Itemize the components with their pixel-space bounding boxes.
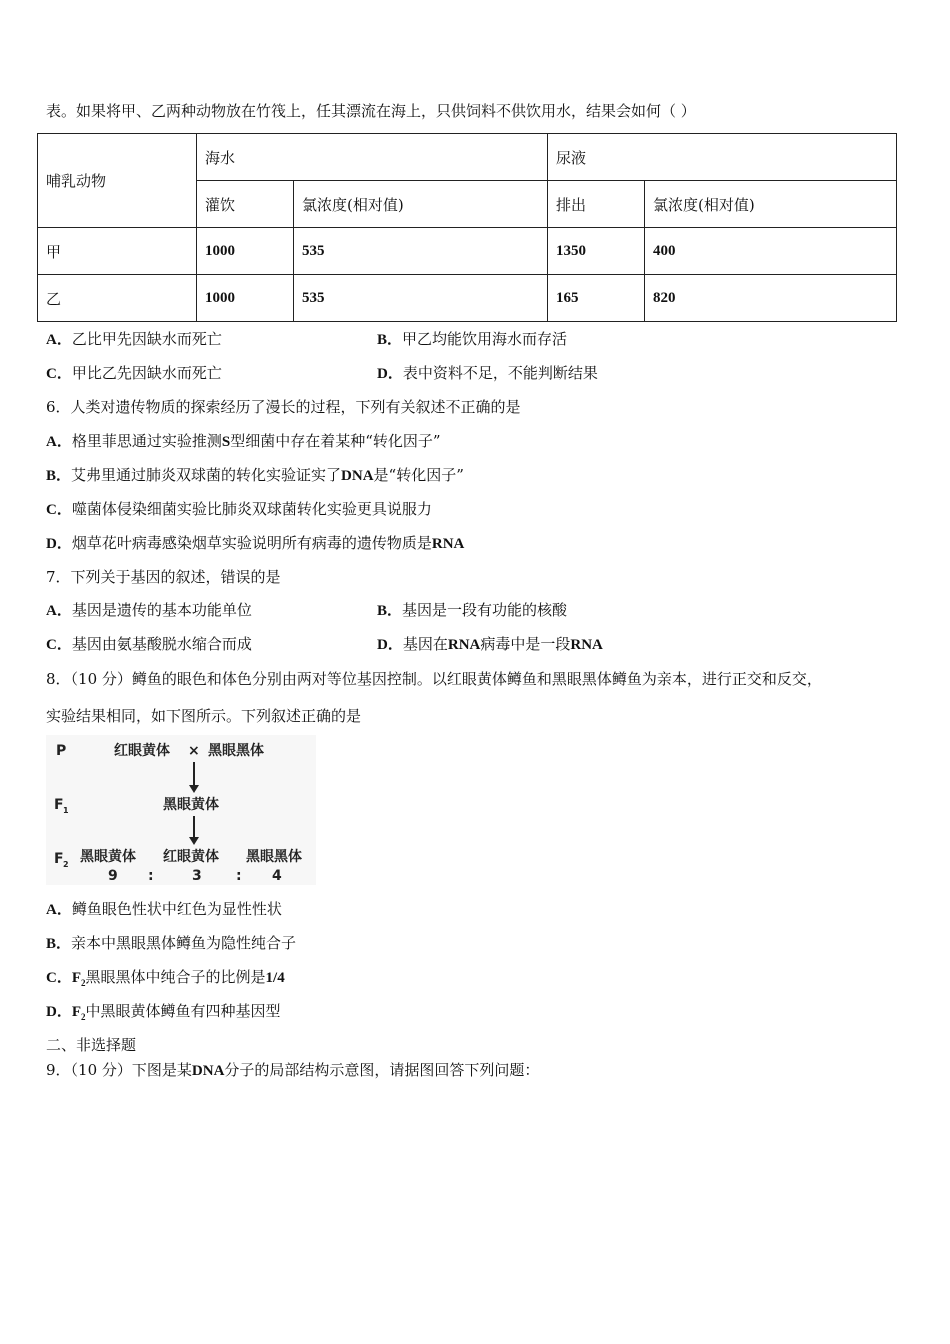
q7-option-d[interactable]: D．基因在RNA病毒中是一段RNA: [377, 635, 603, 653]
q7-option-b[interactable]: B．基因是一段有功能的核酸: [377, 601, 568, 619]
section-heading: 二、非选择题: [46, 1036, 137, 1054]
diagram-colon-1: :: [148, 868, 154, 884]
table-header-animal: 哺乳动物: [38, 134, 197, 228]
diagram-p-left: 红眼黄体: [114, 743, 170, 759]
table-header-seawater: 海水: [197, 134, 548, 181]
q5-option-d[interactable]: D．表中资料不足，不能判断结果: [377, 364, 598, 382]
q5-option-b[interactable]: B．甲乙均能饮用海水而存活: [377, 330, 568, 348]
diagram-f1-label: F: [54, 797, 64, 813]
table-cell: 535: [294, 228, 548, 275]
q6-option-c[interactable]: C．噬菌体侵染细菌实验比肺炎双球菌转化实验更具说服力: [46, 500, 432, 518]
diagram-f1-sub: 1: [63, 806, 69, 815]
table-cell: 1350: [548, 228, 645, 275]
diagram-f2-label: F: [54, 851, 64, 867]
diagram-f2-a: 黑眼黄体: [80, 849, 136, 865]
table-cell: 1000: [197, 275, 294, 322]
diagram-f2-sub: 2: [63, 860, 69, 869]
q6-option-d[interactable]: D．烟草花叶病毒感染烟草实验说明所有病毒的遗传物质是RNA: [46, 534, 465, 552]
diagram-ratio-a: 9: [108, 868, 118, 884]
q7-stem: 7．下列关于基因的叙述，错误的是: [46, 568, 281, 586]
q7-option-c[interactable]: C．基因由氨基酸脱水缩合而成: [46, 635, 252, 653]
q6-option-a[interactable]: A．格里菲思通过实验推测S型细菌中存在着某种“转化因子”: [46, 432, 441, 450]
q8-option-b[interactable]: B．亲本中黑眼黑体鳟鱼为隐性纯合子: [46, 934, 297, 952]
table-cell: 400: [645, 228, 897, 275]
q8-stem: 8．（10 分）鳟鱼的眼色和体色分别由两对等位基因控制。以红眼黄体鳟鱼和黑眼黑体鳟鱼为亲本，进行正交和反交，: [46, 670, 822, 688]
table-cell: 甲: [38, 228, 197, 275]
table-subheader-drink: 灌饮: [197, 181, 294, 228]
table-row: [38, 275, 897, 322]
diagram-f2-b: 红眼黄体: [163, 849, 219, 865]
q9-stem: 9．（10 分）下图是某DNA分子的局部结构示意图，请据图回答下列问题：: [46, 1061, 540, 1079]
genetic-cross-diagram: [46, 735, 316, 885]
q7-option-a[interactable]: A．基因是遗传的基本功能单位: [46, 601, 252, 619]
table-subheader-excrete: 排出: [548, 181, 645, 228]
q5-option-a[interactable]: A．乙比甲先因缺水而死亡: [46, 330, 222, 348]
q6-stem: 6．人类对遗传物质的探索经历了漫长的过程，下列有关叙述不正确的是: [46, 398, 521, 416]
q5-option-c[interactable]: C．甲比乙先因缺水而死亡: [46, 364, 222, 382]
data-table: [37, 133, 897, 322]
table-cell: 535: [294, 275, 548, 322]
table-row: [38, 228, 897, 275]
q8-option-c[interactable]: C．$F_2$黑眼黑体中纯合子的比例是1/4: [46, 968, 285, 988]
diagram-ratio-c: 4: [272, 868, 282, 884]
table-cell: 乙: [38, 275, 197, 322]
table-subheader-cl2: 氯浓度(相对值): [645, 181, 897, 228]
diagram-colon-2: :: [236, 868, 242, 884]
table-cell: 1000: [197, 228, 294, 275]
q8-option-d[interactable]: D．$F_2$中黑眼黄体鳟鱼有四种基因型: [46, 1002, 281, 1022]
diagram-p-right: 黑眼黑体: [208, 743, 264, 759]
q6-option-b[interactable]: B．艾弗里通过肺炎双球菌的转化实验证实了DNA是“转化因子”: [46, 466, 464, 484]
diagram-f1-text: 黑眼黄体: [163, 797, 219, 813]
question5-intro: 表。如果将甲、乙两种动物放在竹筏上，任其漂流在海上，只供饲料不供饮用水，结果会如何（ ）: [46, 102, 696, 120]
q8-stem-cont: 实验结果相同，如下图所示。下列叙述正确的是: [46, 707, 362, 725]
diagram-f2-c: 黑眼黑体: [246, 849, 302, 865]
diagram-cross: ×: [188, 743, 200, 759]
table-cell: 165: [548, 275, 645, 322]
diagram-ratio-b: 3: [192, 868, 202, 884]
q8-option-a[interactable]: A．鳟鱼眼色性状中红色为显性性状: [46, 900, 282, 918]
table-subheader-cl1: 氯浓度(相对值): [294, 181, 548, 228]
diagram-p-label: P: [56, 743, 67, 759]
table-cell: 820: [645, 275, 897, 322]
table-header-urine: 尿液: [548, 134, 897, 181]
